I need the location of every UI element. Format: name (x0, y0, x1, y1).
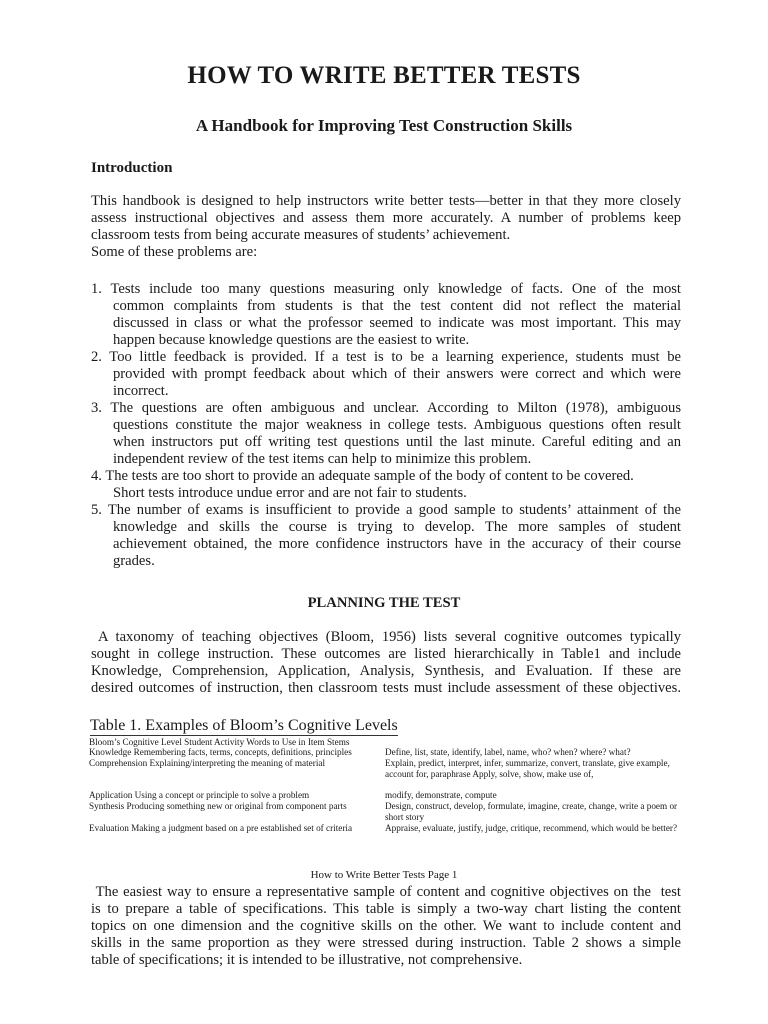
problem-line: 3. The questions are often ambiguous and unclear. According to Milton (1978), ambiguous (91, 400, 681, 416)
problem-item (91, 349, 681, 400)
introduction-heading: Introduction (91, 160, 173, 176)
closing-line: The easiest way to ensure a representative sample of content and cognitive objectives on the test (91, 884, 681, 900)
table-cell-words: Explain, predict, interpret, infer, summarize, convert, translate, give example, account for, paraphrase Apply, solve, show, make use of, (385, 758, 670, 779)
planning-line: Knowledge, Comprehension, Application, Analysis, Synthesis, and Evaluation. If these are (91, 663, 681, 679)
intro-line: This handbook is designed to help instructors write better tests—better in that they more closely (91, 193, 681, 209)
closing-paragraph (91, 884, 681, 969)
problem-line: happen because knowledge questions are the easiest to write. (113, 332, 470, 348)
problems-list (91, 281, 681, 570)
problem-line: grades. (113, 553, 155, 569)
table-header: Bloom’s Cognitive Level Student Activity Words to Use in Item Stems (89, 737, 350, 747)
problem-item (91, 281, 681, 349)
problem-line: provided with prompt feedback about which of their answers were correct and which were (113, 366, 681, 382)
problem-line: 5. The number of exams is insufficient to provide a good sample to students’ attainment of the (91, 502, 681, 518)
table-cell-level: Comprehension Explaining/interpreting the meaning of material (89, 758, 326, 768)
problem-item (91, 468, 681, 502)
problem-line: independent review of the test items can help to minimize this problem. (113, 451, 532, 467)
problem-item (91, 400, 681, 468)
planning-line: A taxonomy of teaching objectives (Bloom, 1956) lists several cognitive outcomes typically (91, 629, 681, 645)
table-cell-level: Knowledge Remembering facts, terms, concepts, definitions, principles (89, 747, 352, 757)
table-cell-words: modify, demonstrate, compute (385, 790, 497, 800)
intro-line: classroom tests from being accurate measures of students’ achievement. (91, 227, 511, 243)
planning-line: sought in college instruction. These outcomes are listed hierarchically in Table1 and include (91, 646, 681, 662)
planning-heading: PLANNING THE TEST (307, 595, 461, 611)
problem-line: common complaints from students is that the test content did not reflect the material (113, 298, 681, 314)
table-caption: Table 1. Examples of Bloom’s Cognitive Levels (90, 717, 398, 734)
problem-line: 4. The tests are too short to provide an adequate sample of the body of content to be covered. (91, 468, 634, 484)
intro-line: Some of these problems are: (91, 244, 258, 260)
planning-line: desired outcomes of instruction, then classroom tests must include assessment of these objectives. (91, 680, 681, 696)
table-cell-level: Evaluation Making a judgment based on a pre established set of criteria (89, 823, 353, 833)
problem-line: incorrect. (113, 383, 169, 399)
problem-line: when instructors put off writing test questions until the last minute. Careful editing and an (113, 434, 681, 450)
closing-line: topics on one dimension and the cognitive skills on the other. We want to include content and (91, 918, 681, 934)
intro-line: assess instructional objectives and assess them more accurately. A number of problems keep (91, 210, 681, 226)
problem-line: 1. Tests include too many questions measuring only knowledge of facts. One of the most (91, 281, 681, 297)
problem-line: knowledge and skills the course is trying to develop. The more samples of student (113, 519, 681, 535)
table-cell-level: Application Using a concept or principle to solve a problem (89, 790, 310, 800)
document-title: HOW TO WRITE BETTER TESTS (187, 62, 581, 89)
problem-item (91, 502, 681, 570)
table-cell-words: Design, construct, develop, formulate, imagine, create, change, write a poem or short story (385, 801, 678, 822)
introduction-paragraph (91, 193, 681, 261)
planning-paragraph (91, 629, 681, 697)
problem-line: 2. Too little feedback is provided. If a test is to be a learning experience, students must be (91, 349, 681, 365)
table-cell-words: Appraise, evaluate, justify, judge, critique, recommend, which would be better? (385, 823, 678, 833)
problem-line: questions constitute the major weakness in college tests. Ambiguous questions often result (113, 417, 681, 433)
closing-line: table of specifications; it is intended to be illustrative, not comprehensive. (91, 952, 523, 968)
document-subtitle: A Handbook for Improving Test Construction Skills (195, 116, 573, 135)
table-cell-words: Define, list, state, identify, label, name, who? when? where? what? (385, 747, 631, 757)
problem-line: Short tests introduce undue error and are not fair to students. (113, 485, 467, 501)
problem-line: achievement obtained, the more confidence instructors have in the accuracy of their course (113, 536, 681, 552)
table-cell-level: Synthesis Producing something new or original from component parts (89, 801, 347, 811)
closing-line: skills in the same proportion as they were stressed during instruction. Table 2 shows a simple (91, 935, 681, 951)
problem-line: discussed in class or what the professor seemed to indicate was most important. This may (113, 315, 681, 331)
page-footer: How to Write Better Tests Page 1 (310, 869, 458, 881)
closing-line: is to prepare a table of specifications. This table is simply a two-way chart listing the content (91, 901, 681, 917)
